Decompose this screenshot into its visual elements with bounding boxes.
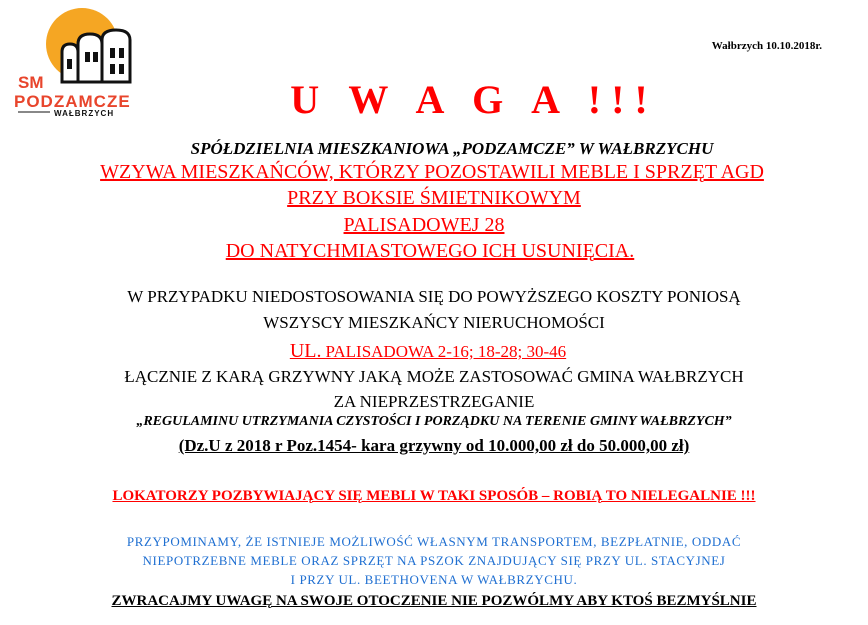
law-reference: (Dz.U z 2018 r Poz.1454- kara grzywny od 10.000,00 zł do 50.000,00 zł) [178, 436, 690, 455]
costs-line-5: ZA NIEPRZESTRZEGANIE [333, 392, 535, 411]
logo-text-sm: SM [18, 73, 44, 92]
footer-appeal: ZWRACAJMY UWAGĘ NA SWOJE OTOCZENIE NIE POZWÓLMY ABY KTOŚ BEZMYŚLNIE [111, 593, 757, 609]
building-icon [102, 30, 130, 82]
costs-line-4: ŁĄCZNIE Z KARĄ GRZYWNY JAKĄ MOŻE ZASTOSOWAĆ GMINA WAŁBRZYCH [124, 367, 744, 386]
illegal-warning: LOKATORZY POZBYWIAJĄCY SIĘ MEBLI W TAKI SPOSÓB – ROBIĄ TO NIELEGALNIE !!! [112, 488, 756, 504]
logo-text-walbrzych: WAŁBRZYCH [54, 109, 115, 118]
street-addresses: PALISADOWA 2-16; 18-28; 30-46 [325, 342, 567, 361]
call-line-3: PALISADOWEJ 28 [343, 214, 505, 236]
reminder-line-3: I PRZY UL. BEETHOVENA W WAŁBRZYCHU. [290, 572, 578, 587]
costs-line-2: WSZYSCY MIESZKAŃCY NIERUCHOMOŚCI [263, 313, 605, 332]
reminder-line-1: PRZYPOMINAMY, ŻE ISTNIEJE MOŻLIWOŚĆ WŁASNYM TRANSPORTEM, BEZPŁATNIE, ODDAĆ [126, 534, 742, 549]
cooperative-name: SPÓŁDZIELNIA MIESZKANIOWA „PODZAMCZE” W WAŁBRZYCHU [190, 139, 714, 158]
call-line-1: WZYWA MIESZKAŃCÓW, KTÓRZY POZOSTAWILI MEBLE I SPRZĘT AGD [100, 161, 764, 183]
regulation-name: „REGULAMINU UTRZYMANIA CZYSTOŚCI I PORZĄDKU NA TERENIE GMINY WAŁBRZYCH” [136, 414, 732, 429]
document-title: U W A G A !!! [290, 77, 658, 122]
street-line [0, 340, 862, 363]
call-line-2: PRZY BOKSIE ŚMIETNIKOWYM [287, 187, 581, 209]
document-date: Wałbrzych 10.10.2018r. [711, 40, 822, 52]
costs-line-1: W PRZYPADKU NIEDOSTOSOWANIA SIĘ DO POWYŻSZEGO KOSZTY PONIOSĄ [127, 287, 741, 306]
logo-text-podzamcze: PODZAMCZE [14, 92, 131, 111]
reminder-line-2: NIEPOTRZEBNE MEBLE ORAZ SPRZĘT NA PSZOK ZNAJDUJĄCY SIĘ PRZY UL. STACYJNEJ [142, 553, 726, 568]
call-line-4: DO NATYCHMIASTOWEGO ICH USUNIĘCIA. [225, 240, 635, 262]
street-prefix: UL. [289, 340, 322, 362]
